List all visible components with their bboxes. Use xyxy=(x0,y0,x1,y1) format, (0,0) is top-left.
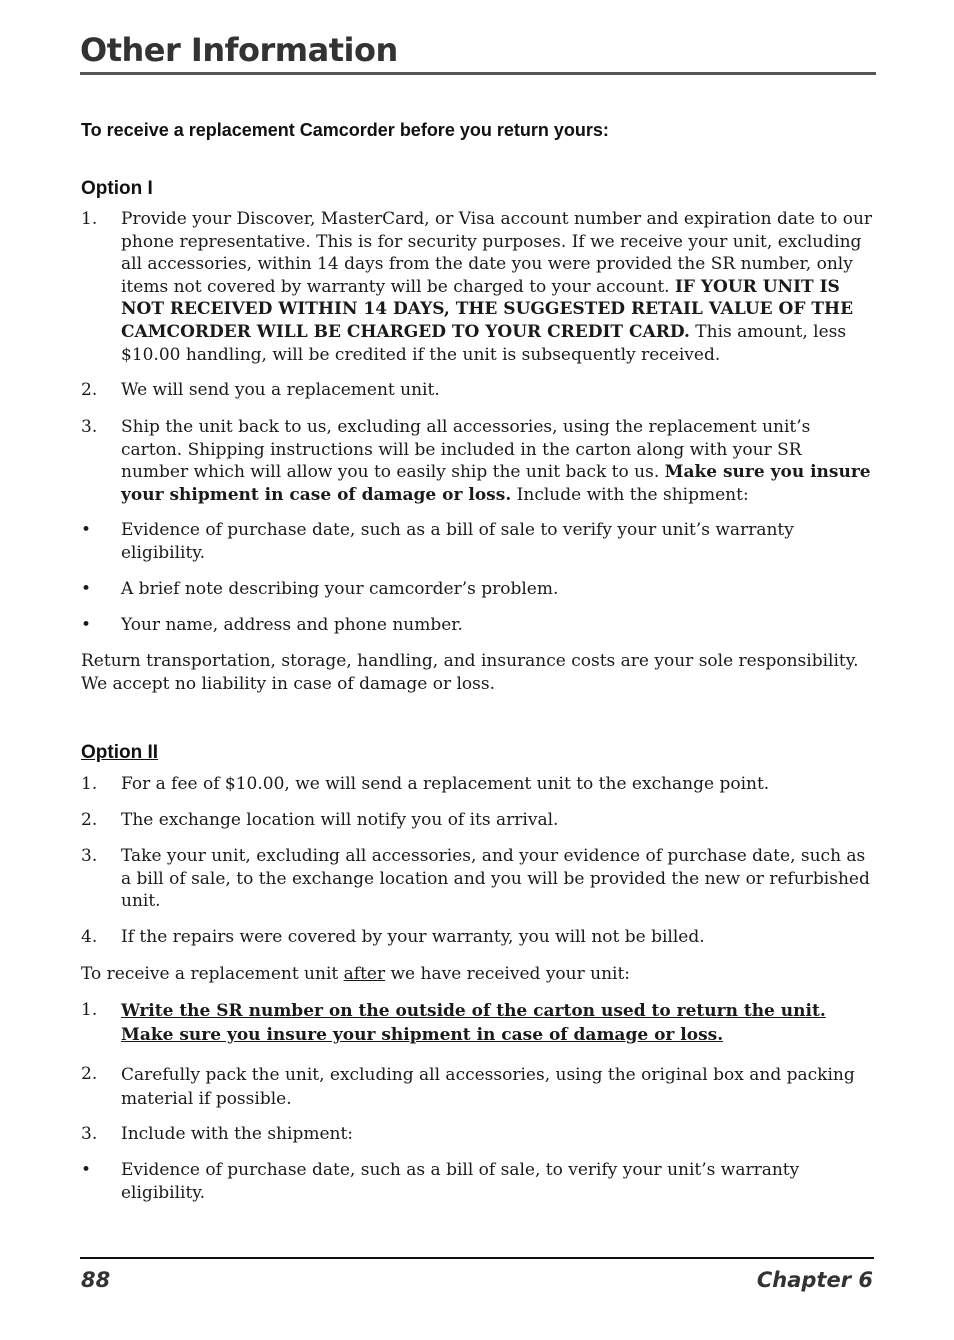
page-title: Other Information xyxy=(80,31,398,69)
after-section-step-3 xyxy=(81,1123,873,1146)
list-marker: 2. xyxy=(81,380,98,400)
bullet-marker: • xyxy=(81,520,92,540)
option-1-heading: Option I xyxy=(81,178,153,199)
list-marker: 1. xyxy=(81,1000,98,1020)
list-marker: 3. xyxy=(81,1124,98,1144)
step-text: For a fee of $10.00, we will send a replacement unit to the exchange point. xyxy=(121,774,770,794)
step-text: Carefully pack the unit, excluding all accessories, using the original box and packing material if possible. xyxy=(121,1065,855,1109)
intro-heading: To receive a replacement Camcorder before you return yours: xyxy=(81,120,609,140)
bullet-text: Evidence of purchase date, such as a bill of sale to verify your unit’s warranty eligibility. xyxy=(121,520,794,563)
step-text: Include with the shipment: xyxy=(121,1124,354,1144)
option-2-step-2 xyxy=(81,809,873,832)
bullet-marker: • xyxy=(81,1160,92,1180)
after-section-bullet-1 xyxy=(81,1159,873,1204)
step-text: Provide your Discover, MasterCard, or Visa account number and expiration date to our phone representative. This is for security purposes. If we receive your unit, excluding all accessories, within 14 days from the date you were provided the SR number, only items not covered by warranty will be charged to your account. xyxy=(121,209,873,297)
after-section-intro xyxy=(81,963,873,986)
after-section-step-2 xyxy=(81,1063,873,1111)
option-1-closing-paragraph: Return transportation, storage, handling, and insurance costs are your sole responsibility. We accept no liability in case of damage or loss. xyxy=(81,651,859,694)
bullet-text: Evidence of purchase date, such as a bill of sale, to verify your unit’s warranty eligibility. xyxy=(121,1160,800,1203)
bullet-marker: • xyxy=(81,615,92,635)
list-marker: 2. xyxy=(81,810,98,830)
list-marker: 3. xyxy=(81,417,98,437)
after-section-step-1 xyxy=(81,999,873,1047)
list-marker: 2. xyxy=(81,1064,98,1084)
intro-underlined-word: after xyxy=(343,964,386,984)
option-2-heading: Option II xyxy=(81,742,159,763)
option-1-bullet-2 xyxy=(81,578,873,601)
bullet-text: Your name, address and phone number. xyxy=(121,615,463,635)
list-marker: 1. xyxy=(81,774,98,794)
list-marker: 1. xyxy=(81,209,98,229)
option-1-step-3 xyxy=(81,416,873,506)
step-text: Write the SR number on the outside of the carton used to return the unit. Make sure you insure your shipment in case of damage or loss. xyxy=(121,1001,826,1045)
intro-text: To receive a replacement unit xyxy=(81,964,344,984)
step-emphasis-text: Make sure you insure your shipment in case of damage or loss. xyxy=(121,462,871,505)
list-marker: 3. xyxy=(81,846,98,866)
option-2-step-4 xyxy=(81,926,873,949)
bullet-text: A brief note describing your camcorder’s problem. xyxy=(121,579,559,599)
list-marker: 4. xyxy=(81,927,98,947)
footer-divider xyxy=(80,1257,874,1259)
chapter-label: Chapter 6 xyxy=(756,1268,873,1292)
option-1-step-2 xyxy=(81,379,873,402)
option-1-step-1 xyxy=(81,208,873,366)
option-1-bullet-1 xyxy=(81,519,873,564)
step-text: Ship the unit back to us, excluding all accessories, using the replacement unit’s carton. Shipping instructions will be included in the carton along with your SR number which will allow you to easily ship the unit back to us. xyxy=(121,417,811,483)
option-1-bullet-3 xyxy=(81,614,873,637)
option-2-step-3 xyxy=(81,845,873,913)
step-text: Take your unit, excluding all accessories, and your evidence of purchase date, such as a bill of sale, to the exchange location and you will be provided the new or refurbished unit. xyxy=(121,846,870,912)
step-text: The exchange location will notify you of its arrival. xyxy=(121,810,559,830)
step-text: We will send you a replacement unit. xyxy=(121,380,440,400)
step-text-continued: Include with the shipment: xyxy=(511,484,749,505)
title-divider xyxy=(80,72,876,75)
step-text-continued: This amount, less $10.00 handling, will be credited if the unit is subsequently received. xyxy=(121,321,847,365)
step-text: If the repairs were covered by your warranty, you will not be billed. xyxy=(121,927,705,947)
intro-text-continued: we have received your unit: xyxy=(385,964,631,984)
bullet-marker: • xyxy=(81,579,92,599)
option-2-step-1 xyxy=(81,773,873,796)
page-number: 88 xyxy=(81,1268,111,1292)
step-warning-text: IF YOUR UNIT IS NOT RECEIVED WITHIN 14 DAYS, THE SUGGESTED RETAIL VALUE OF THE CAMCORDER WILL BE CHARGED TO YOUR CREDIT CARD. xyxy=(121,276,854,342)
